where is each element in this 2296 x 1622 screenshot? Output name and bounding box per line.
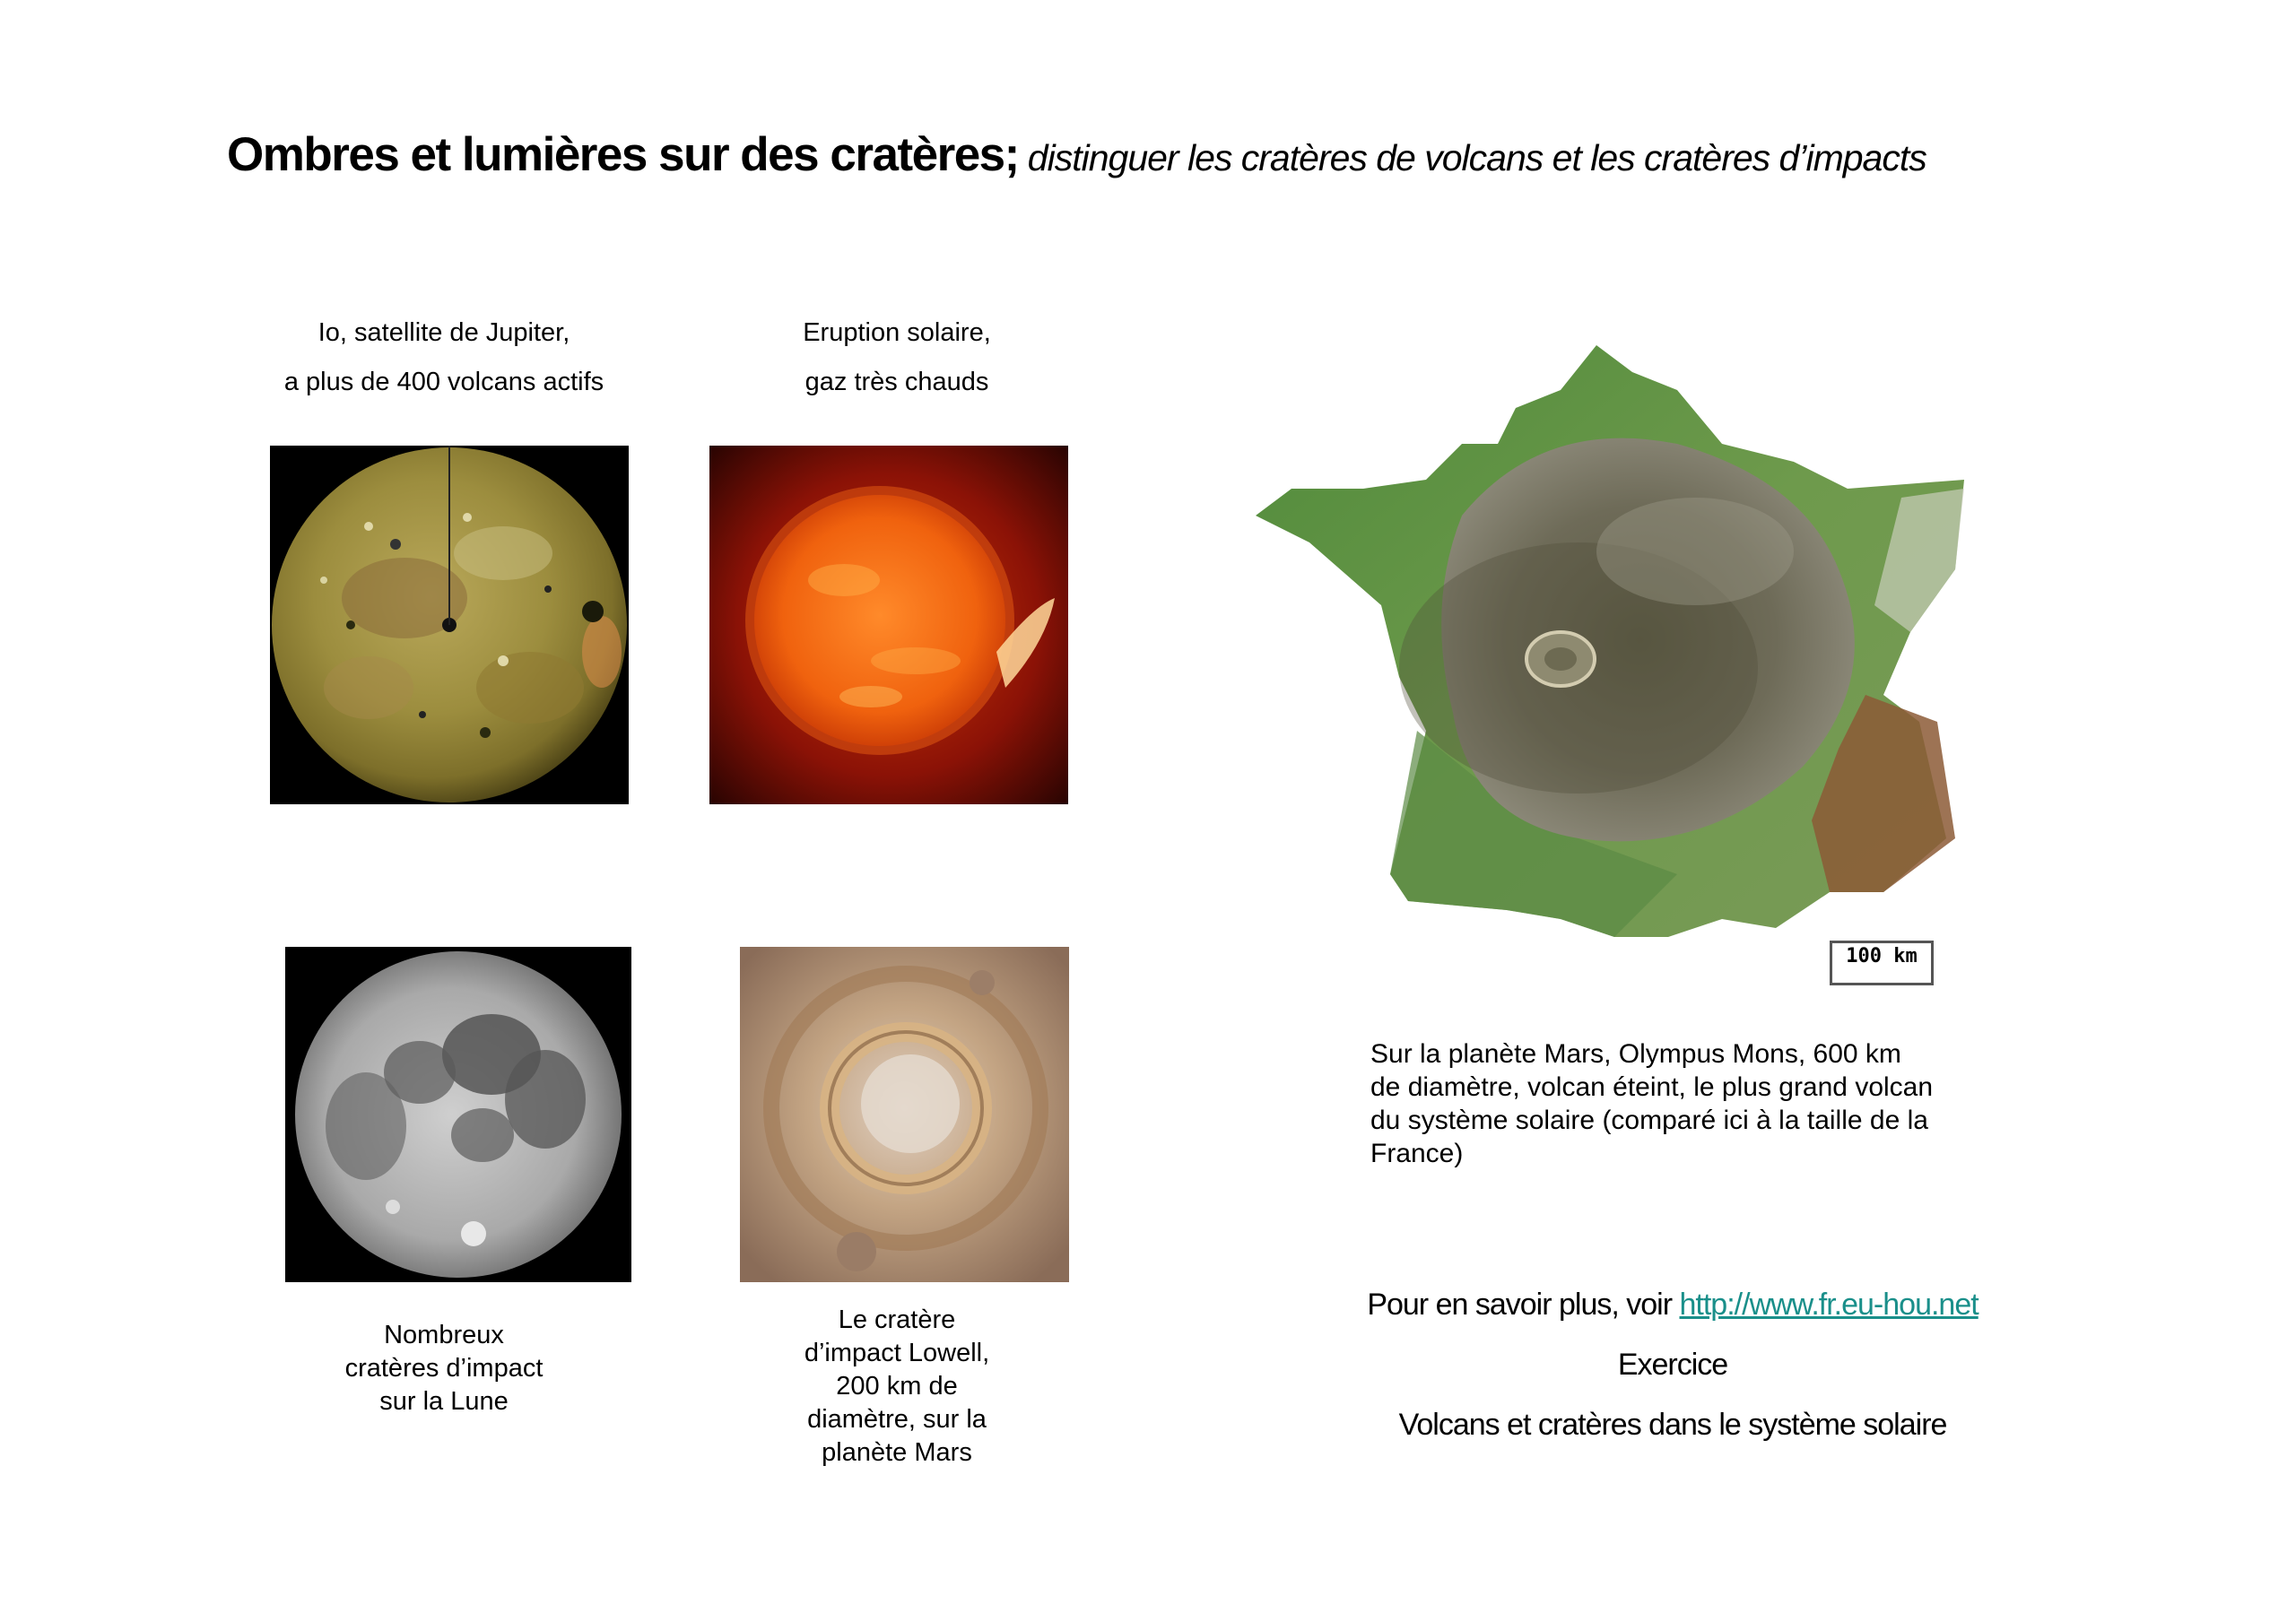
lowell-caption-line: Le cratère xyxy=(838,1305,956,1334)
lowell-caption xyxy=(762,1304,1031,1470)
io-caption-line2: a plus de 400 volcans actifs xyxy=(283,368,604,396)
olympus-caption-line: France) xyxy=(1370,1139,1464,1168)
more-info-prefix: Pour en savoir plus, voir xyxy=(1367,1288,1680,1322)
sun-image xyxy=(709,446,1068,804)
sun-caption xyxy=(718,308,1076,407)
olympus-mons-france-map xyxy=(1256,336,1964,991)
scale-label: 100 km xyxy=(1846,945,1918,967)
lowell-crater-image xyxy=(740,947,1069,1282)
exercise-label: Exercice xyxy=(1617,1348,1728,1382)
olympus-caption-line: Sur la planète Mars, Olympus Mons, 600 km xyxy=(1370,1039,1901,1069)
olympus-caption-line: du système solaire (comparé ici à la taille de la xyxy=(1370,1106,1928,1135)
moon-caption-line: sur la Lune xyxy=(379,1387,509,1416)
moon-caption xyxy=(305,1319,583,1418)
title-main: Ombres et lumières sur des cratères; xyxy=(227,128,1019,181)
scale-bar xyxy=(1830,941,1934,985)
lowell-caption-line: d’impact Lowell, xyxy=(804,1339,990,1367)
olympus-caption xyxy=(1370,1037,1998,1170)
more-info-line xyxy=(1283,1288,2063,1323)
exercise-title: Volcans et cratères dans le système solaire xyxy=(1398,1408,1947,1442)
moon-caption-line: Nombreux xyxy=(384,1321,504,1349)
page-title xyxy=(227,127,1926,182)
lowell-caption-line: 200 km de xyxy=(836,1372,958,1401)
io-caption xyxy=(269,308,619,407)
sun-caption-line2: gaz très chauds xyxy=(804,368,989,396)
sun-caption-line1: Eruption solaire, xyxy=(803,318,991,347)
moon-image xyxy=(285,947,631,1282)
io-image xyxy=(270,446,629,804)
olympus-caption-line: de diamètre, volcan éteint, le plus grand volcan xyxy=(1370,1072,1934,1102)
lowell-caption-line: diamètre, sur la xyxy=(807,1405,987,1434)
lowell-caption-line: planète Mars xyxy=(822,1438,972,1467)
io-caption-line1: Io, satellite de Jupiter, xyxy=(317,318,570,347)
eu-hou-link[interactable]: http://www.fr.eu-hou.net xyxy=(1679,1288,1979,1322)
title-subtitle: distinguer les cratères de volcans et les cratères d’impacts xyxy=(1027,137,1926,178)
moon-caption-line: cratères d’impact xyxy=(344,1354,544,1383)
